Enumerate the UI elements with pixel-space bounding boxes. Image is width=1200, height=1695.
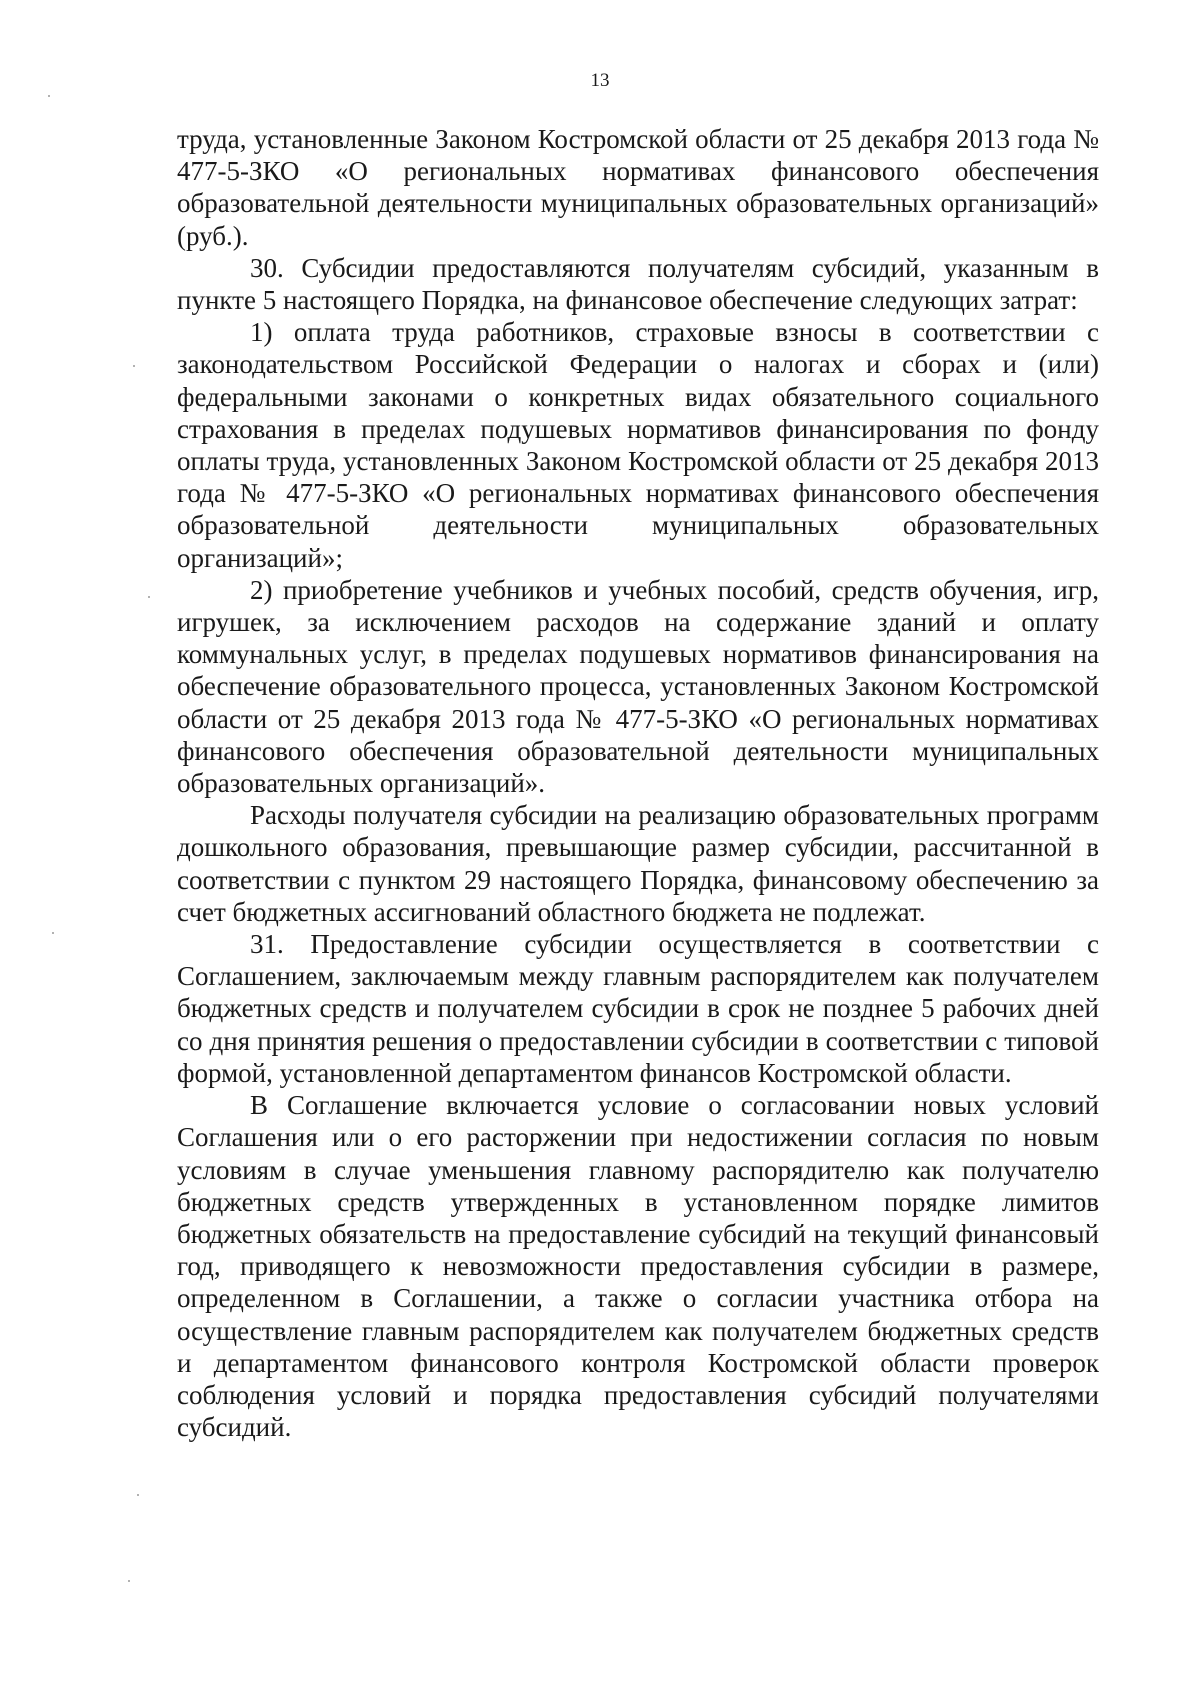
scan-speck — [48, 95, 50, 97]
paragraph-subitem-1: 1) оплата труда работников, страховые взносы в соответствии с законодательством Российской Федерации о налогах и сборах и (или) федеральными законами о конкретных видах обязательного социального страхования в пределах подушевых нормативов финансирования по фонду оплаты труда, установленных Законом Костромской области от 25 декабря 2013 года № 477-5-ЗКО «О региональных нормативах финансового обеспечения образовательной деятельности муниципальных образовательных организаций»; — [177, 317, 1099, 573]
scan-speck — [128, 1580, 130, 1582]
document-body — [177, 123, 1099, 1443]
scan-speck — [52, 932, 54, 934]
paragraph-agreement-terms: В Соглашение включается условие о согласовании новых условий Соглашения или о его расторжении при недостижении согласия по новым условиям в случае уменьшения главному распорядителю как получателю бюджетных средств утвержденных в установленном порядке лимитов бюджетных обязательств на предоставление субсидий на текущий финансовый год, приводящего к невозможности предоставления субсидии в размере, определенном в Соглашении, а также о согласии участника отбора на осуществление главным распорядителем как получателем бюджетных средств и департаментом финансового контроля Костромской области проверок соблюдения условий и порядка предоставления субсидий получателями субсидий. — [177, 1090, 1099, 1443]
scan-speck — [148, 596, 150, 598]
paragraph-item-30: 30. Субсидии предоставляются получателям субсидий, указанным в пункте 5 настоящего Порядка, на финансовое обеспечение следующих затрат: — [177, 252, 1099, 316]
paragraph-subitem-2: 2) приобретение учебников и учебных пособий, средств обучения, игр, игрушек, за исключением расходов на содержание зданий и оплату коммунальных услуг, в пределах подушевых нормативов финансирования на обеспечение образовательного процесса, установленных Законом Костромской области от 25 декабря 2013 года № 477-5-ЗКО «О региональных нормативах финансового обеспечения образовательной деятельности муниципальных образовательных организаций». — [177, 574, 1099, 799]
scan-speck — [133, 365, 135, 367]
paragraph-expenses: Расходы получателя субсидии на реализацию образовательных программ дошкольного образования, превышающие размер субсидии, рассчитанной в соответствии с пунктом 29 настоящего Порядка, финансовому обеспечению за счет бюджетных ассигнований областного бюджета не подлежат. — [177, 800, 1099, 927]
page-number: 13 — [590, 70, 610, 91]
paragraph-continuation: труда, установленные Законом Костромской области от 25 декабря 2013 года № 477-5-ЗКО «О региональных нормативах финансового обеспечения образовательной деятельности муниципальных образовательных организаций» (руб.). — [177, 124, 1099, 251]
paragraph-item-31: 31. Предоставление субсидии осуществляется в соответствии с Соглашением, заключаемым между главным распорядителем как получателем бюджетных средств и получателем субсидии в срок не позднее 5 рабочих дней со дня принятия решения о предоставлении субсидии в соответствии с типовой формой, установленной департаментом финансов Костромской области. — [177, 929, 1099, 1088]
scan-speck — [137, 1494, 139, 1496]
